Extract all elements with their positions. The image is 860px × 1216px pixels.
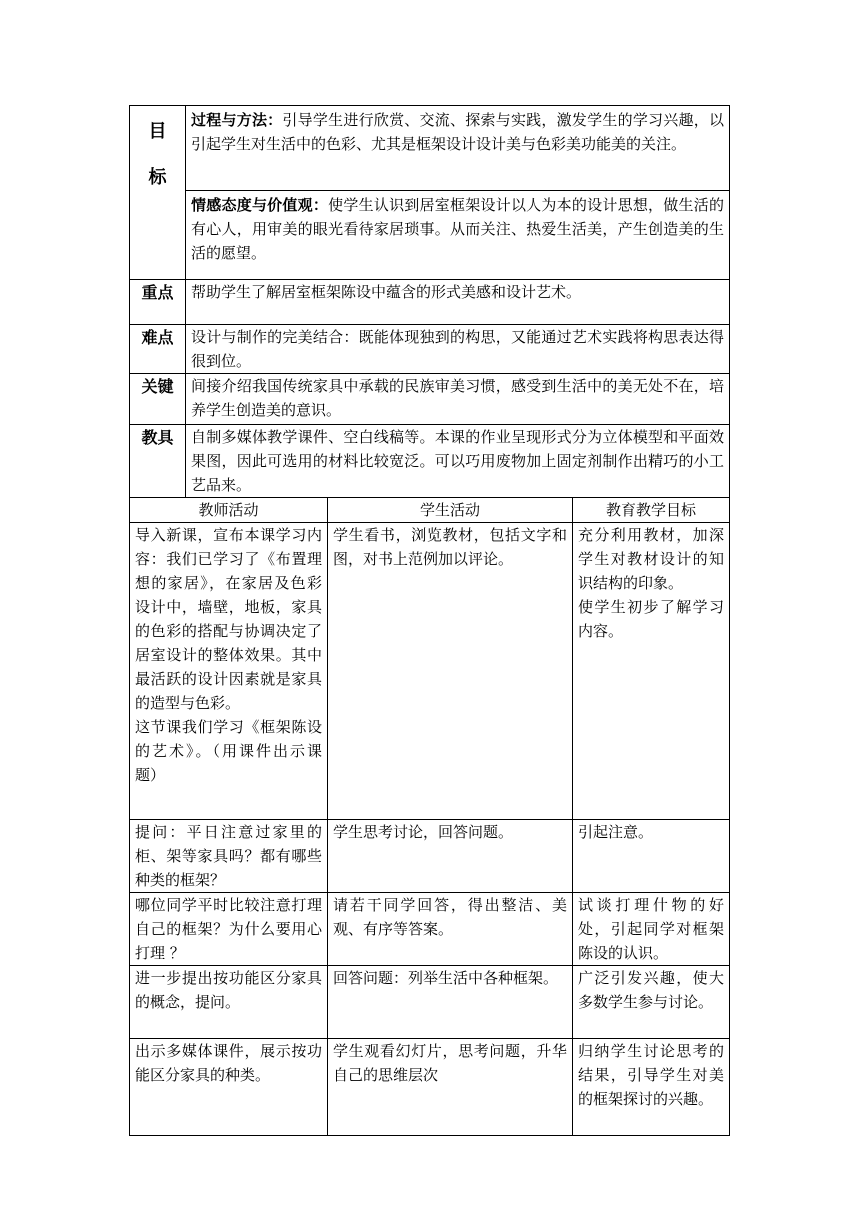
student-activity-cell: 学生观看幻灯片，思考问题，升华自己的思维层次 [328, 1039, 573, 1136]
teaching-goal-cell [573, 523, 730, 820]
key-point-row [130, 280, 730, 325]
table-row [130, 820, 730, 893]
teacher-activity-cell: 哪位同学平时比较注意打理自己的框架？为什么要用心打理 ？ [130, 893, 328, 966]
header-student-activity: 学生活动 [328, 498, 573, 523]
objective-process-text: 引导学生进行欣赏、交流、探索与实践，激发学生的学习兴趣，以引起学生对生活中的色彩、尤其是框架设计设计美与色彩美功能美的关注。 [191, 111, 725, 153]
teaching-goal-cell: 广泛引发兴趣，使大多数学生参与讨论。 [573, 966, 730, 1039]
table-row [130, 966, 730, 1039]
table-row [130, 523, 730, 820]
teacher-activity-text: 这节课我们学习《框架陈设的艺术》。（用课件出示课题） [135, 718, 322, 784]
lesson-plan-document [129, 105, 729, 1136]
objective-row-emotion [130, 191, 730, 280]
table-row [130, 1039, 730, 1136]
teaching-goal-cell: 试谈打理什物的好处，引起同学对框架陈设的认识。 [573, 893, 730, 966]
teacher-activity-cell: 出示多媒体课件，展示按功能区分家具的种类。 [130, 1039, 328, 1136]
teacher-activity-cell [130, 523, 328, 820]
student-activity-cell: 请若干同学回答，得出整洁、美观、有序等答案。 [328, 893, 573, 966]
objective-emotion-text: 使学生认识到居室框架设计以人为本的设计思想，做生活的有心人，用审美的眼光看待家居琐事。从而关注、热爱生活美，产生创造美的生活的愿望。 [191, 196, 725, 262]
teaching-goal-cell: 归纳学生讨论思考的结果，引导学生对美的框架探讨的兴趣。 [573, 1039, 730, 1136]
teaching-goal-cell: 引起注意。 [573, 820, 730, 893]
header-teaching-goal: 教育教学目标 [573, 498, 730, 523]
student-activity-cell: 学生思考讨论，回答问题。 [328, 820, 573, 893]
tools-label: 教具 [130, 425, 186, 498]
tools-row [130, 425, 730, 498]
difficulty-text: 设计与制作的完美结合：既能体现独到的构思，又能通过艺术实践将构思表达得很到位。 [186, 325, 730, 374]
objective-row-process [130, 106, 730, 191]
teacher-activity-text: 导入新课，宣布本课学习内容：我们已学习了《布置理想的家居》，在家居及色彩设计中，墙壁，地板，家具的色彩的搭配与协调决定了居室设计的整体效果。其中最活跃的设计因素就是家具的造型与色彩。 [135, 526, 322, 712]
objectives-label-char-2: 标 [148, 167, 167, 188]
header-teacher-activity: 教师活动 [130, 498, 328, 523]
objective-emotion-title: 情感态度与价值观： [191, 196, 329, 214]
activities-header-row [130, 498, 730, 523]
teacher-activity-cell: 进一步提出按功能区分家具的概念，提问。 [130, 966, 328, 1039]
table-row [130, 893, 730, 966]
objectives-label-char-1: 目 [148, 121, 167, 142]
difficulty-label: 难点 [130, 325, 186, 374]
key-point-text: 帮助学生了解居室框架陈设中蕴含的形式美感和设计艺术。 [186, 280, 730, 325]
key-point-label: 重点 [130, 280, 186, 325]
objective-process-title: 过程与方法： [191, 111, 283, 129]
objective-process-cell [186, 106, 730, 191]
student-activity-cell: 回答问题：列举生活中各种框架。 [328, 966, 573, 1039]
student-activity-cell: 学生看书，浏览教材，包括文字和图，对书上范例加以评论。 [328, 523, 573, 820]
teacher-activity-cell: 提问：平日注意过家里的柜、架等家具吗？都有哪些种类的框架？ [130, 820, 328, 893]
key-row [130, 374, 730, 425]
objective-emotion-cell [186, 191, 730, 280]
key-label: 关键 [130, 374, 186, 425]
objectives-label [130, 106, 186, 280]
teaching-goal-text: 使学生初步了解学习内容。 [578, 598, 725, 640]
difficulty-row [130, 325, 730, 374]
teaching-goal-text: 充分利用教材，加深学生对教材设计的知识结构的印象。 [578, 526, 725, 592]
lesson-plan-table [129, 105, 730, 1136]
key-text: 间接介绍我国传统家具中承载的民族审美习惯，感受到生活中的美无处不在，培养学生创造美的意识。 [186, 374, 730, 425]
tools-text: 自制多媒体教学课件、空白线稿等。本课的作业呈现形式分为立体模型和平面效果图，因此可选用的材料比较宽泛。可以巧用废物加上固定剂制作出精巧的小工艺品来。 [186, 425, 730, 498]
